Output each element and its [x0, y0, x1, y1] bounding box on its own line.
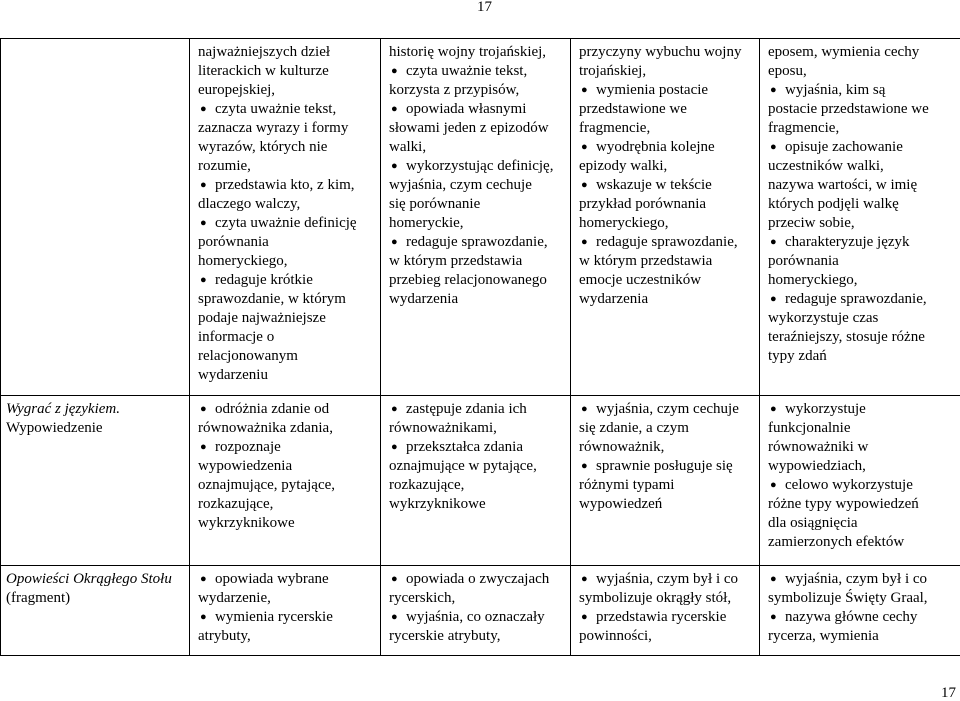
- bullet-line: ● redaguje krótkie: [198, 271, 374, 290]
- bullet-line: ● wyjaśnia, czym był i co: [579, 570, 753, 589]
- text-line: w którym przedstawia: [389, 253, 523, 269]
- bullet-line: ● opisuje zachowanie: [768, 138, 954, 157]
- text-line: sprawozdanie, w którym: [198, 291, 346, 307]
- text-line: zaznacza wyrazy i formy: [198, 120, 349, 136]
- bullet-line: ● redaguje sprawozdanie,: [768, 290, 954, 309]
- table-row: [1, 39, 960, 396]
- table-row: [1, 566, 960, 656]
- requirement-cell: [381, 39, 571, 396]
- requirement-cell: [381, 396, 571, 566]
- text-line: w którym przedstawia: [579, 253, 713, 269]
- text-line: porównania: [198, 234, 269, 250]
- text-line: różnymi typami: [579, 477, 675, 493]
- text-line: informacje o: [198, 329, 275, 345]
- text-line: wydarzenia: [389, 291, 459, 307]
- bullet-line: ● redaguje sprawozdanie,: [579, 233, 753, 252]
- requirement-cell: [760, 39, 960, 396]
- bullet-line: ● wymienia rycerskie: [198, 608, 374, 627]
- text-line: historię wojny trojańskiej,: [389, 44, 547, 60]
- bullet-line: ● czyta uważnie definicję: [198, 214, 374, 233]
- bullet-line: ● opowiada o zwyczajach: [389, 570, 564, 589]
- text-line: symbolizuje Święty Graal,: [768, 590, 928, 606]
- text-line: homeryckiego,: [579, 215, 669, 231]
- text-line: dla osiągnięcia: [768, 515, 858, 531]
- bullet-line: ● redaguje sprawozdanie,: [389, 233, 564, 252]
- requirement-cell: [760, 566, 960, 656]
- text-line: nazywa wartości, w imię: [768, 177, 918, 193]
- bullet-line: ● przedstawia kto, z kim,: [198, 176, 374, 195]
- bullet-line: ● odróżnia zdanie od: [198, 400, 374, 419]
- text-line: wypowiedziach,: [768, 458, 866, 474]
- text-line: epizody walki,: [579, 158, 668, 174]
- text-line: rozkazujące,: [198, 496, 274, 512]
- text-line: fragmencie,: [579, 120, 651, 136]
- text-line: homeryckiego,: [768, 272, 858, 288]
- text-line: emocje uczestników: [579, 272, 702, 288]
- text-line: różne typy wypowiedzeń: [768, 496, 919, 512]
- requirement-cell: [190, 39, 381, 396]
- text-line: przebieg relacjonowanego: [389, 272, 547, 288]
- text-line: homeryckie,: [389, 215, 464, 231]
- section-cell: [1, 39, 190, 396]
- bullet-line: ● zastępuje zdania ich: [389, 400, 564, 419]
- bullet-line: ● czyta uważnie tekst,: [389, 62, 564, 81]
- text-line: korzysta z przypisów,: [389, 82, 520, 98]
- bullet-line: ● czyta uważnie tekst,: [198, 100, 374, 119]
- text-line: wykrzyknikowe: [198, 515, 295, 531]
- text-line: rycerskie atrybuty,: [389, 628, 501, 644]
- text-line: równoważniki w: [768, 439, 869, 455]
- text-line: symbolizuje okrągły stół,: [579, 590, 732, 606]
- text-line: wykorzystuje czas: [768, 310, 879, 326]
- requirement-cell: [760, 396, 960, 566]
- text-line: teraźniejszy, stosuje różne: [768, 329, 925, 345]
- requirement-cell: [190, 396, 381, 566]
- bullet-line: ● wyjaśnia, czym był i co: [768, 570, 954, 589]
- text-line: wykrzyknikowe: [389, 496, 486, 512]
- requirement-cell: [571, 566, 760, 656]
- bullet-line: ● przedstawia rycerskie: [579, 608, 753, 627]
- text-line: eposu,: [768, 63, 807, 79]
- section-cell: [1, 566, 190, 656]
- requirement-cell: [571, 39, 760, 396]
- text-line: słowami jeden z epizodów: [389, 120, 549, 136]
- text-line: rozumie,: [198, 158, 251, 174]
- bullet-line: ● wyjaśnia, co oznaczały: [389, 608, 564, 627]
- text-line: trojańskiej,: [579, 63, 647, 79]
- text-line: eposem, wymienia cechy: [768, 44, 920, 60]
- text-line: wypowiedzenia: [198, 458, 293, 474]
- text-line: rycerskich,: [389, 590, 456, 606]
- text-line: wydarzenia: [579, 291, 649, 307]
- text-line: uczestników walki,: [768, 158, 884, 174]
- bullet-line: ● charakteryzuje język: [768, 233, 954, 252]
- text-line: powinności,: [579, 628, 652, 644]
- requirements-table: [0, 38, 960, 656]
- text-line: równoważnik,: [579, 439, 665, 455]
- text-line: się zdanie, a czym: [579, 420, 689, 436]
- text-line: równoważnikami,: [389, 420, 497, 436]
- text-line: zamierzonych efektów: [768, 534, 905, 550]
- text-line: przeciw sobie,: [768, 215, 855, 231]
- bullet-line: ● opowiada wybrane: [198, 570, 374, 589]
- requirement-cell: [381, 566, 571, 656]
- table-row: [1, 396, 960, 566]
- requirement-cell: [571, 396, 760, 566]
- requirement-cell: [190, 566, 381, 656]
- text-line: rozkazujące,: [389, 477, 465, 493]
- text-line: relacjonowanym: [198, 348, 298, 364]
- section-title: Opowieści Okrągłego Stołu: [6, 571, 172, 587]
- text-line: wydarzeniu: [198, 367, 268, 383]
- bullet-line: ● wymienia postacie: [579, 81, 753, 100]
- text-line: literackich w kulturze: [198, 63, 329, 79]
- text-line: podaje najważniejsze: [198, 310, 326, 326]
- text-line: przyczyny wybuchu wojny: [579, 44, 742, 60]
- text-line: równoważnika zdania,: [198, 420, 333, 436]
- bullet-line: ● wskazuje w tekście: [579, 176, 753, 195]
- bullet-line: ● nazywa główne cechy: [768, 608, 954, 627]
- text-line: najważniejszych dzieł: [198, 44, 331, 60]
- bullet-line: ● wykorzystuje: [768, 400, 954, 419]
- text-line: przedstawione we: [579, 101, 687, 117]
- text-line: przykład porównania: [579, 196, 707, 212]
- text-line: typy zdań: [768, 348, 827, 364]
- text-line: oznajmujące w pytające,: [389, 458, 537, 474]
- text-line: porównania: [768, 253, 839, 269]
- page-number-top: 17: [477, 0, 492, 15]
- bullet-line: ● celowo wykorzystuje: [768, 476, 954, 495]
- bullet-line: ● wyjaśnia, czym cechuje: [579, 400, 753, 419]
- bullet-line: ● wyjaśnia, kim są: [768, 81, 954, 100]
- text-line: postacie przedstawione we: [768, 101, 929, 117]
- text-line: dlaczego walczy,: [198, 196, 301, 212]
- text-line: wydarzenie,: [198, 590, 271, 606]
- text-line: wypowiedzeń: [579, 496, 663, 512]
- text-line: których podjęli walkę: [768, 196, 899, 212]
- bullet-line: ● opowiada własnymi: [389, 100, 564, 119]
- bullet-line: ● wyodrębnia kolejne: [579, 138, 753, 157]
- bullet-line: ● wykorzystując definicję,: [389, 157, 564, 176]
- text-line: oznajmujące, pytające,: [198, 477, 336, 493]
- text-line: funkcjonalnie: [768, 420, 851, 436]
- section-cell: [1, 396, 190, 566]
- text-line: wyjaśnia, czym cechuje: [389, 177, 532, 193]
- text-line: wyrazów, których nie: [198, 139, 328, 155]
- text-line: rycerza, wymienia: [768, 628, 879, 644]
- bullet-line: ● przekształca zdania: [389, 438, 564, 457]
- text-line: się porównanie: [389, 196, 481, 212]
- bullet-line: ● sprawnie posługuje się: [579, 457, 753, 476]
- text-line: europejskiej,: [198, 82, 276, 98]
- text-line: fragmencie,: [768, 120, 840, 136]
- text-line: atrybuty,: [198, 628, 251, 644]
- section-title: Wygrać z językiem.: [6, 401, 120, 417]
- text-line: homeryckiego,: [198, 253, 288, 269]
- section-subtitle: (fragment): [6, 590, 71, 606]
- text-line: walki,: [389, 139, 427, 155]
- page-number-bottom: 17: [941, 685, 956, 701]
- section-subtitle: Wypowiedzenie: [6, 420, 103, 436]
- bullet-line: ● rozpoznaje: [198, 438, 374, 457]
